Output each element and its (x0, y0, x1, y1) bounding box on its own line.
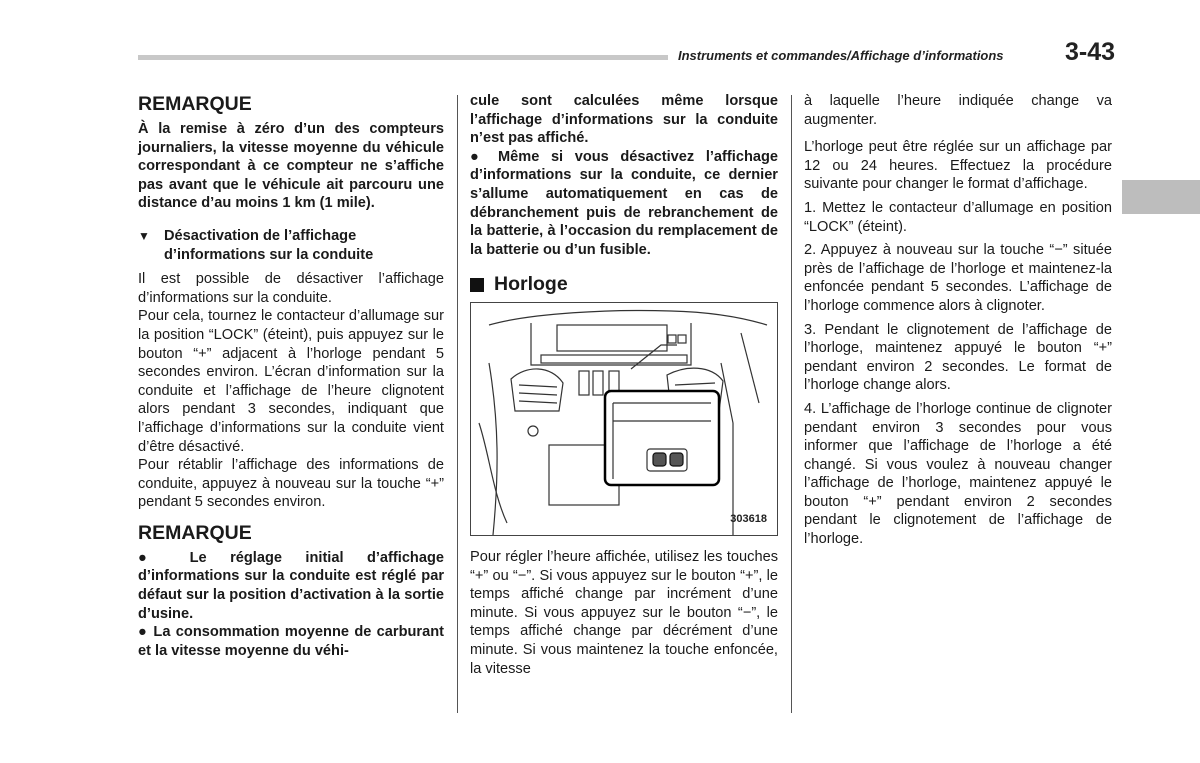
note-heading: REMARQUE (138, 521, 252, 544)
paragraph: à laquelle l’heure indiquée change va augmenter. (804, 93, 1112, 128)
column-divider (791, 95, 792, 713)
column-2 (470, 92, 778, 678)
running-head: Instruments et commandes/Affichage d’informations (678, 48, 1004, 63)
note-bullet: ● Le réglage initial d’affichage d’informations sur la conduite est réglé par défaut sur la position d’activation à la sortie d’usine. (138, 549, 444, 622)
step-item: 4. L’affichage de l’horloge continue de clignoter pendant environ 3 secondes pour vous informer que l’affichage de l’horloge a été changé. Si vous voulez à nouveau changer l’affichage de l’horloge, maintenez appuyé le bouton “+” pendant environ 2 secondes pendant le clignotement de l’affichage de l’horloge. (804, 400, 1112, 548)
header-rule (138, 55, 668, 60)
note-bullet: ● La consommation moyenne de carburant et la vitesse moyenne du véhi- (138, 624, 444, 659)
paragraph: Pour cela, tournez le contacteur d’allumage sur la position “LOCK” (éteint), puis appuyez sur le bouton “+” adjacent à l’horloge pendant 5 secondes environ. L’écran d’information sur la conduite et l’affichage de l’heure clignotent alors pendant 3 secondes, indiquant que l’affichage d’informations sur la conduite vient d’être désactivé. (138, 308, 444, 455)
note-text: À la remise à zéro d’un des compteurs journaliers, la vitesse moyenne du véhicule correspondant à ce compteur ne s’affiche pas avant que le véhicule ait parcouru une distance d’au moins 1 km (1 mile). (138, 121, 444, 212)
chapter-thumb-tab (1122, 180, 1200, 214)
paragraph: Pour régler l’heure affichée, utilisez les touches “+” ou “−”. Si vous appuyez sur le bouton “+”, le temps affiché change par incrément d’une minute. Si vous appuyez sur le bouton “−”, le temps affiché change par décrément d’une minute. Si vous maintenez la touche enfoncée, la vitesse (470, 548, 778, 677)
column-3 (804, 92, 1112, 549)
note-bullet: ● Même si vous désactivez l’affichage d’informations sur la conduite, ce dernier s’allume automatiquement en cas de débranchement puis de rebranchement de la batterie, à l’occasion du remplacement de la batterie ou d’un fusible. (470, 148, 778, 258)
figure-number: 303618 (730, 513, 767, 526)
subsection-title: Désactivation de l’affichage d’informations sur la conduite (164, 227, 374, 263)
triangle-marker-icon: ▼ (138, 228, 150, 243)
step-item: 2. Appuyez à nouveau sur la touche “−” située près de l’affichage de l’horloge et maintenez-la enfoncée pendant 5 secondes. L’affichage de l’horloge commence alors à clignoter. (804, 242, 1112, 314)
section-heading (470, 275, 778, 294)
note-heading: REMARQUE (138, 93, 252, 115)
step-item: 1. Mettez le contacteur d’allumage en position “LOCK” (éteint). (804, 199, 1112, 235)
page-number: 3-43 (1065, 38, 1116, 66)
dashboard-clock-drawing (471, 303, 777, 535)
note-bullet-continued: cule sont calculées même lorsque l’affichage d’informations sur la conduite n’est pas affiché. (470, 93, 778, 147)
paragraph: Il est possible de désactiver l’affichage d’informations sur la conduite. (138, 271, 444, 306)
section-title: Horloge (494, 273, 568, 296)
column-1 (138, 92, 444, 660)
square-marker-icon (470, 278, 484, 292)
subsection-heading (138, 227, 444, 264)
step-item: 3. Pendant le clignotement de l’affichage de l’horloge, maintenez appuyé le bouton “+” pendant environ 2 secondes. Le format de l’horloge change alors. (804, 321, 1112, 394)
column-divider (457, 95, 458, 713)
paragraph: Pour rétablir l’affichage des informations de conduite, appuyez à nouveau sur la touche “+” pendant 5 secondes environ. (138, 457, 444, 511)
clock-illustration (470, 302, 778, 536)
paragraph: L’horloge peut être réglée sur un affichage par 12 ou 24 heures. Effectuez la procédure suivante pour changer le format d’affichage. (804, 139, 1112, 193)
